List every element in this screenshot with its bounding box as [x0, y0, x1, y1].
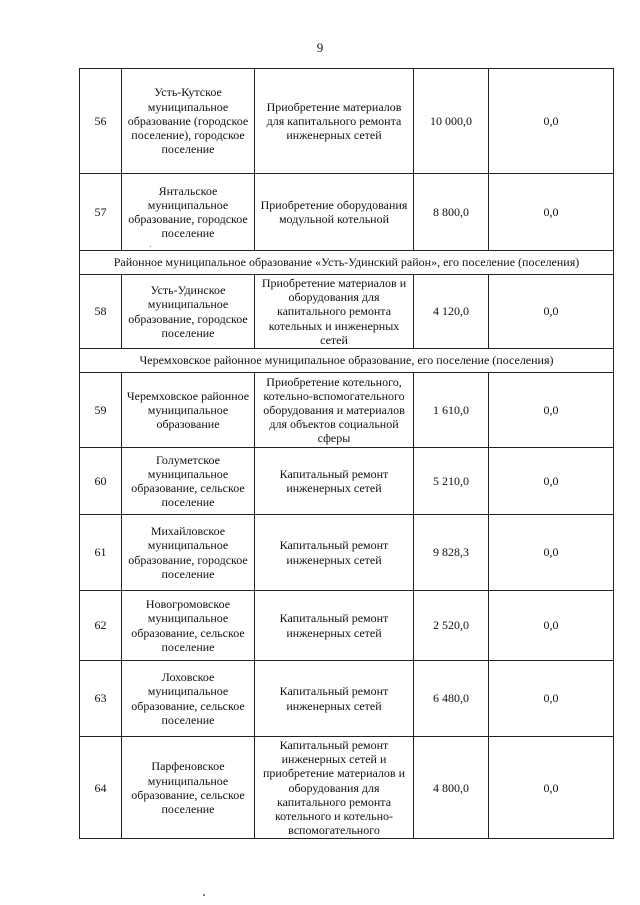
work-description: Приобретение материалов для капитального ремонта инженерных сетей [255, 69, 414, 174]
municipality-name: Михайловское муниципальное образование, городское поселение [122, 515, 255, 591]
table-row [80, 69, 614, 174]
amount-cell: 8 800,0 [414, 174, 489, 251]
amount-cell: 5 210,0 [414, 448, 489, 515]
value-cell: 0,0 [489, 275, 614, 349]
table-row [80, 591, 614, 661]
work-description: Капитальный ремонт инженерных сетей [255, 448, 414, 515]
amount-cell: 2 520,0 [414, 591, 489, 661]
municipality-name: Черемховское районное муниципальное образование [122, 373, 255, 448]
row-number: 64 [80, 737, 122, 839]
value-cell: 0,0 [489, 174, 614, 251]
value-cell: 0,0 [489, 515, 614, 591]
municipality-name: Усть-Кутское муниципальное образование (городское поселение), городское поселение [122, 69, 255, 174]
municipality-name: Парфеновское муниципальное образование, сельское поселение [122, 737, 255, 839]
scan-artifact [150, 246, 151, 247]
work-description: Приобретение оборудования модульной котельной [255, 174, 414, 251]
table-body [80, 69, 614, 839]
value-cell: 0,0 [489, 448, 614, 515]
municipality-name: Новогромовское муниципальное образование, сельское поселение [122, 591, 255, 661]
work-description: Капитальный ремонт инженерных сетей и приобретение материалов и оборудования для капитального ремонта котельного и котельно-вспомогательного [255, 737, 414, 839]
table-row [80, 448, 614, 515]
amount-cell: 9 828,3 [414, 515, 489, 591]
value-cell: 0,0 [489, 591, 614, 661]
municipality-name: Янтальское муниципальное образование, городское поселение [122, 174, 255, 251]
amount-cell: 6 480,0 [414, 661, 489, 737]
amount-cell: 4 800,0 [414, 737, 489, 839]
row-number: 56 [80, 69, 122, 174]
row-number: 63 [80, 661, 122, 737]
table-row [80, 373, 614, 448]
row-number: 58 [80, 275, 122, 349]
row-number: 60 [80, 448, 122, 515]
amount-cell: 1 610,0 [414, 373, 489, 448]
municipality-name: Усть-Удинское муниципальное образование, городское поселение [122, 275, 255, 349]
section-title: Районное муниципальное образование «Усть-Удинский район», его поселение (поселения) [80, 251, 614, 275]
row-number: 62 [80, 591, 122, 661]
municipality-name: Лоховское муниципальное образование, сельское поселение [122, 661, 255, 737]
municipality-name: Голуметское муниципальное образование, сельское поселение [122, 448, 255, 515]
value-cell: 0,0 [489, 373, 614, 448]
value-cell: 0,0 [489, 737, 614, 839]
row-number: 59 [80, 373, 122, 448]
row-number: 61 [80, 515, 122, 591]
section-row [80, 349, 614, 373]
table-row [80, 737, 614, 839]
table-row [80, 661, 614, 737]
funding-table [79, 68, 614, 839]
value-cell: 0,0 [489, 661, 614, 737]
amount-cell: 10 000,0 [414, 69, 489, 174]
amount-cell: 4 120,0 [414, 275, 489, 349]
work-description: Капитальный ремонт инженерных сетей [255, 661, 414, 737]
row-number: 57 [80, 174, 122, 251]
work-description: Капитальный ремонт инженерных сетей [255, 515, 414, 591]
table-row [80, 275, 614, 349]
table-row [80, 174, 614, 251]
section-row [80, 251, 614, 275]
work-description: Приобретение котельного, котельно-вспомогательного оборудования и материалов для объектов социальной сферы [255, 373, 414, 448]
table-row [80, 515, 614, 591]
work-description: Капитальный ремонт инженерных сетей [255, 591, 414, 661]
value-cell: 0,0 [489, 69, 614, 174]
work-description: Приобретение материалов и оборудования для капитального ремонта котельных и инженерных сетей [255, 275, 414, 349]
section-title: Черемховское районное муниципальное образование, его поселение (поселения) [80, 349, 614, 373]
page-number: 9 [316, 40, 324, 55]
scan-artifact [203, 894, 205, 896]
